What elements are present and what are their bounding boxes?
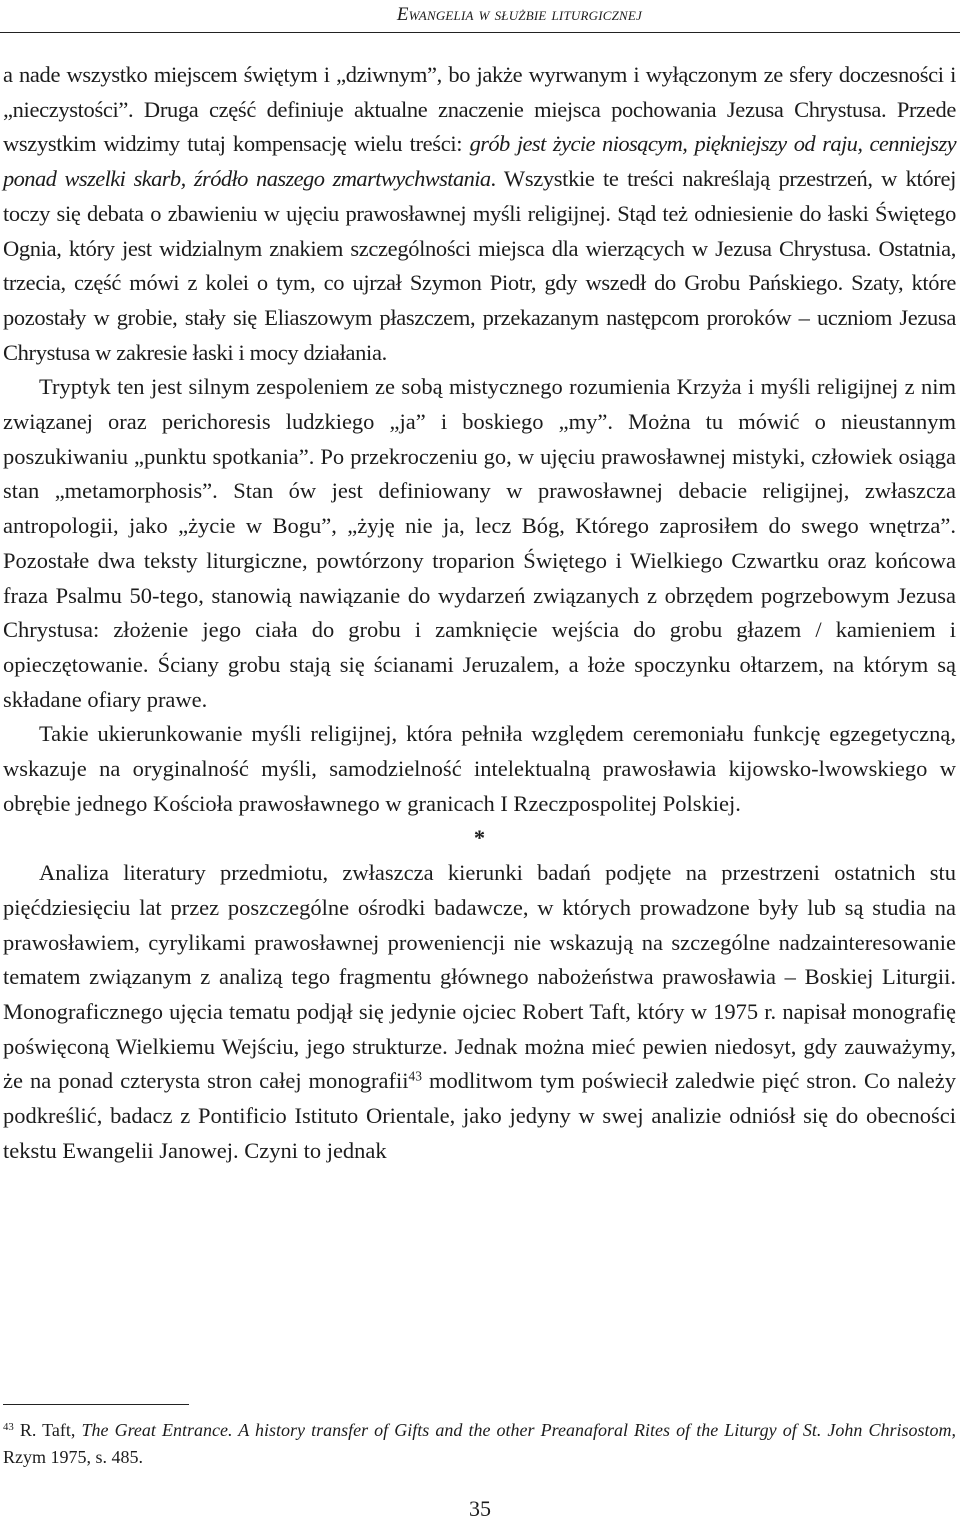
footnote-text-b: , Rzym 1975, s. 485. <box>3 1420 957 1467</box>
paragraph-2: Tryptyk ten jest silnym zespoleniem ze sobą mistycznego rozumienia Krzyża i myśli religijnej z nim związanej oraz perichoresis ludzkiego „ja” i boskiego „my”. Można tu mówić o nieustannym poszukiwaniu „punktu spotkania”. Po przekroczeniu go, w ujęciu prawosławnej mistyki, człowiek osiąga stan „metamorphosis”. Stan ów jest definiowany w prawosławnej debacie religijnej, zwłaszcza antropologii, jako „życie w Bogu”, „żyję nie ja, lecz Bóg, Którego zaprosiłem do swego wnętrza”. Pozostałe dwa teksty liturgiczne, powtórzony troparion Świętego i Wielkiego Czwartku oraz końcowa fraza Psalmu 50-tego, stanowią nawiązanie do wydarzeń związanych z obrzędem pogrzebowym Jezusa Chrystusa: złożenie jego ciała do grobu i zamknięcie wejścia do grobu głazem / kamieniem i opieczętowanie. Ściany grobu stają się ścianami Jeruzalem, a łoże spoczynku ołtarzem, na którym są składane ofiary prawe. <box>3 374 956 712</box>
footnote-rule <box>3 1404 189 1405</box>
page-number: 35 <box>469 1496 491 1521</box>
paragraph-4-text-b: modlitwom tym poświecił zaledwie pięć stron. Co należy podkreślić, badacz z Pontificio Istituto Orientale, jako jedyny w swej analizie odniósł się do obecności tekstu Ewangelii Janowej. Czyni to jednak <box>3 1068 956 1163</box>
footnote-number: 43 <box>3 1421 14 1434</box>
paragraph-1-text-a: a nade wszystko miejscem świętym i „dziwnym”, bo jakże wyrwanym i wyłączonym ze sfery doczesności i „nieczystości”. Druga część definiuje aktualne znaczenie miejsca pochowania Jezusa Chrystusa. Przede wszystkim widzimy tutaj kompensację wielu treści: <box>3 62 956 157</box>
footnote-title: The Great Entrance. A history transfer of Gifts and the other Preanaforal Rites of the Liturgy of St. John Chrisostom <box>81 1420 952 1440</box>
paragraph-1 <box>3 58 956 370</box>
section-separator: * <box>473 825 486 851</box>
paragraph-3: Takie ukierunkowanie myśli religijnej, która pełniła względem ceremoniału funkcję egzegetyczną, wskazuje na oryginalność myśli, samodzielność intelektualną prawosławia kijowsko-lwowskiego w obrębie jednego Kościoła prawosławnego w granicach I Rzeczpospolitej Polskiej. <box>3 721 956 816</box>
paragraph-1-text-c: . Wszystkie te treści nakreślają przestrzeń, w której toczy się debata o zbawieniu w ujęciu prawosławnej myśli religijnej. Stąd też odniesienie do łaski Świętego Ognia, który jest widzialnym znakiem szczególności miejsca dla wierzących w Jezusa Chrystusa. Ostatnia, trzecia, część mówi z kolei o tym, co ujrzał Szymon Piotr, gdy wszedł do Grobu Pańskiego. Szaty, które pozostały w grobie, stały się Eliaszowym płaszczem, przekazanym następcom proroków – uczniom Jezusa Chrystusa w zakresie łaski i mocy działania. <box>3 166 956 365</box>
running-header: Ewangelia w służbie liturgicznej <box>396 4 642 25</box>
header-rule <box>0 32 960 33</box>
main-text <box>3 58 956 1168</box>
paragraph-4-text-a: Analiza literatury przedmiotu, zwłaszcza kierunki badań podjęte na przestrzeni ostatnich stu pięćdziesięciu lat przez poszczególne ośrodki badawcze, w których prowadzone były lub są studia na prawosławiem, cyrylikami prawosławnej proweniencji nie wskazują na szczególne nadzainteresowanie tematem związanym z analizą tego fragmentu głównego nabożeństwa prawosławia – Boskiej Liturgii. Monograficznego ujęcia tematu podjął się jedynie ojciec Robert Taft, który w 1975 r. napisał monografię poświęconą Wielkiemu Wejściu, jego strukturze. Jednak można mieć pewien niedosyt, gdy zauważymy, że na ponad czterysta stron całej monografii <box>3 860 956 1094</box>
paragraph-4 <box>3 856 956 1168</box>
footnote-reference[interactable]: 43 <box>408 1068 423 1084</box>
footnote-text-a: R. Taft, <box>13 1420 82 1440</box>
paragraph-1-italic-quote: grób jest życie niosącym, piękniejszy od raju, cenniejszy ponad wszelki skarb, źródło naszego zmartwychwstania <box>3 131 956 192</box>
footnote <box>3 1417 956 1471</box>
